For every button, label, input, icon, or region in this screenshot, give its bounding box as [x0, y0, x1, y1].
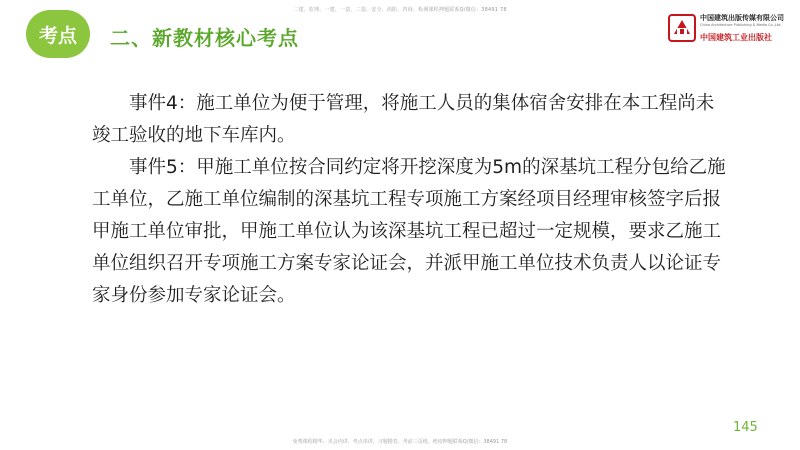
badge-label: 考点 [38, 24, 77, 47]
paragraph-event-4: 事件4：施工单位为便于管理，将施工人员的集体宿舍安排在本工程尚未竣工验收的地下车库内。 [92, 93, 715, 146]
main-content [92, 88, 728, 312]
publisher-name-cn: 中国建筑出版传媒有限公司 [700, 14, 784, 22]
paragraph-event-5: 事件5：甲施工单位按合同约定将开挖深度为5m的深基坑工程分包给乙施工单位，乙施工单位编制的深基坑工程专项施工方案经项目经理审核签字后报甲施工单位审批，甲施工单位认为该深基坑工程已超过一定规模，要求乙施工单位组织召开专项施工方案专家论证会，并派甲施工单位技术负责人以论证专家身份参加专家论证会。 [92, 157, 726, 306]
publisher-calligraphy: 中国建筑工业出版社 [700, 32, 772, 42]
section-title: 二、新教材核心考点 [110, 26, 299, 50]
kaodian-badge [26, 10, 90, 58]
watermark-bottom-note: 免费课程精华、夹会内讲、考点串讲、习题精卷、考前三页纸、绝密押题联系Q/微信：38491 78 [292, 439, 508, 445]
publisher-logo-block [668, 13, 792, 43]
page-number: 145 [733, 420, 758, 435]
publisher-name-en: China Architecture Publishing & Media Co.,Ltd. [700, 23, 782, 27]
watermark-top-note: 二建、监理、一建、一造、二造、安全、消防、咨询、检测课程押题联系Q/微信：38491 78 [293, 7, 507, 13]
publisher-logo-icon [668, 14, 696, 42]
